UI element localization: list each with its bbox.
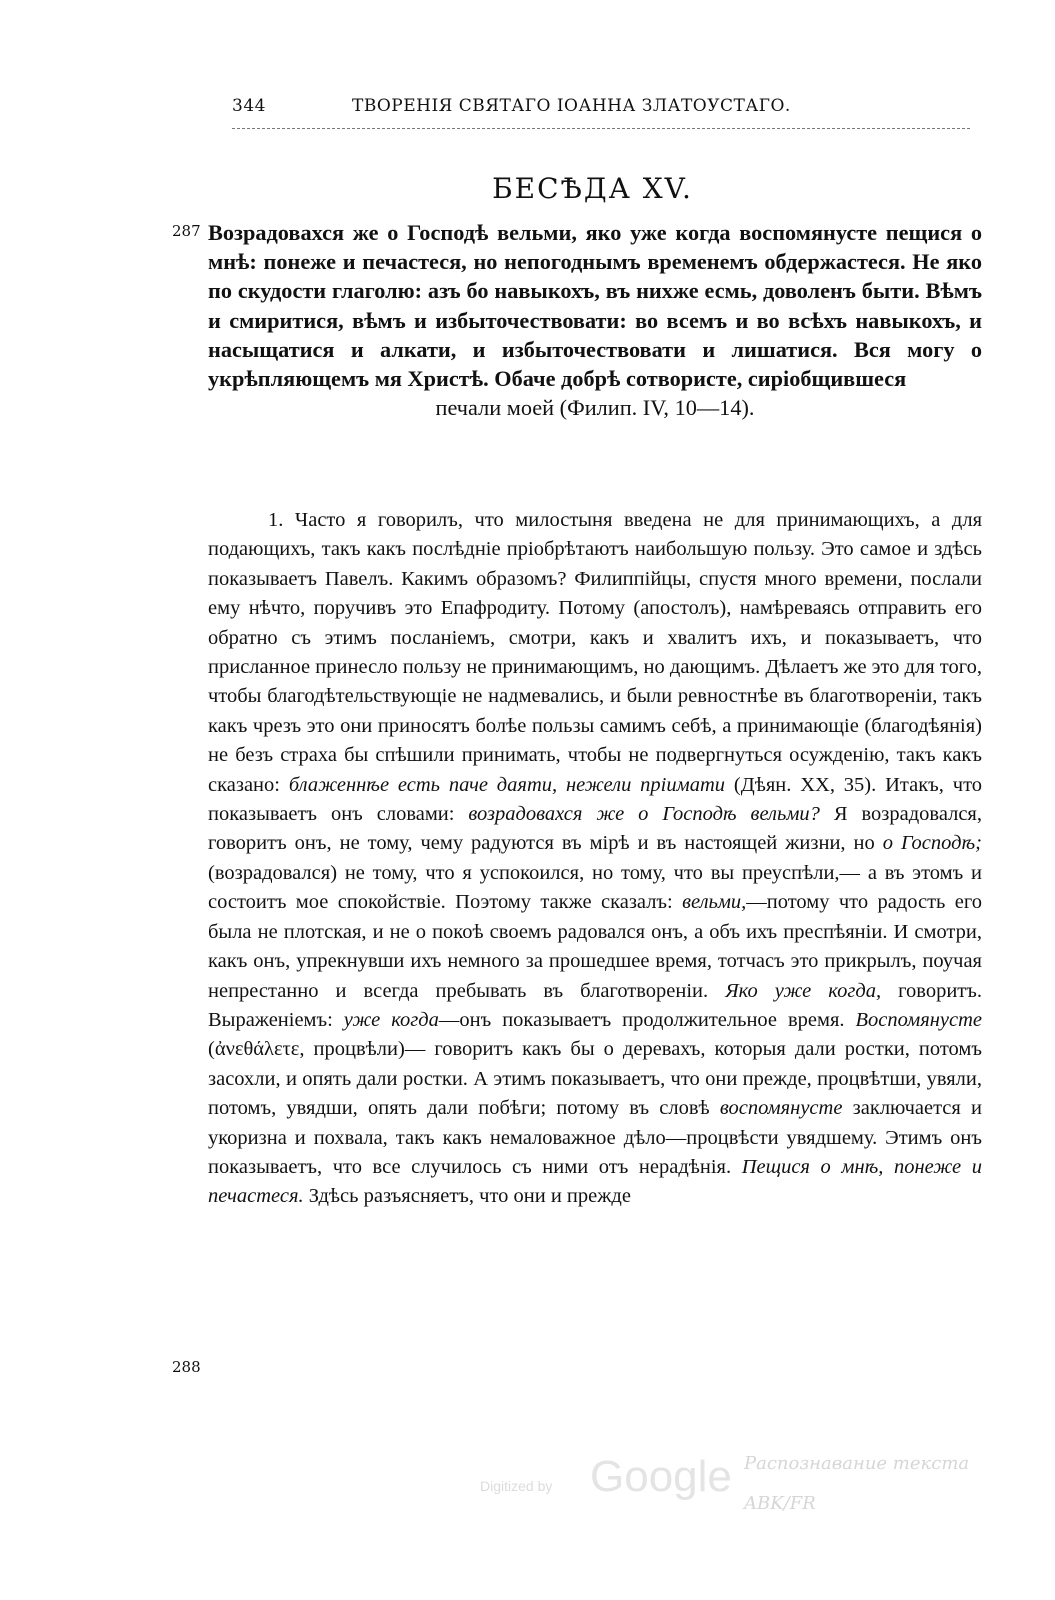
body-text-4: (возрадовался) не тому, что я успокоился, но тому, что вы преуспѣли,— а въ этомъ и состоитъ мое спокойствіе. Поэтому также сказалъ: (208, 861, 982, 914)
watermark-google-logo: Google (590, 1452, 732, 1501)
body-text-2: (Дѣян. XX, 35). Итакъ, что показываетъ онъ словами: (208, 773, 983, 826)
page-number: 344 (232, 96, 266, 116)
quote-1: блаженнѣе есть паче даяти, нежели пріимати (288, 773, 726, 796)
epigraph (208, 218, 982, 422)
epigraph-last-line: печали моей (Филип. IV, 10—14). (435, 395, 755, 421)
epigraph-text: Возрадовахся же о Господѣ вельми, яко уже когда воспомянусте пещися о мнѣ: понеже и печастеся, но непогоднымъ временемъ обдержастеся. Не яко по скудости глаголю: азъ бо навыкохъ, въ нихже есмь, доволенъ быти. Вѣмъ и смиритися, вѣмъ и избыточествовати: во всемъ и во всѣхъ навыкохъ, и насыщатися и алкати, и избыточествовати и лишатися. Вся могу о укрѣпляющемъ мя Христѣ. Обаче добрѣ сотвористе, сиріобщившеся (208, 220, 982, 392)
watermark-digitized: Digitized by (480, 1478, 553, 1494)
body-text-3: Я возрадовался, говоритъ онъ, не тому, чему радуются въ мірѣ и въ настоящей жизни, но (208, 803, 982, 855)
body-text-10: Здѣсь разъясняетъ, что они и прежде (303, 1185, 631, 1208)
quote-9: Пещися о мнѣ, понеже и печастеся. (208, 1155, 982, 1208)
body-text-9: заключается и укоризна и похвала, такъ какъ немаловажное дѣло—процвѣсти увядшему. Этимъ онъ показываетъ, что все случилось съ ними отъ нерадѣнія. (208, 1097, 983, 1178)
body-text-8: (ἀνεθάλετε, процвѣли)— говоритъ какъ бы о деревахъ, которыя дали ростки, потомъ засохли, и опять дали ростки. А этимъ показываетъ, что они прежде, процвѣтши, увяли, потомъ, увядши, опять дали побѣги; потому въ словѣ (208, 1038, 982, 1120)
body-text-5: —потому что радость его была не плотская, и не о покоѣ своемъ радовался онъ, а объ ихъ преспѣяніи. И смотри, какъ онъ, упрекнувши ихъ немного за прошедшее время, тотчасъ это прикрылъ, поучая непрестанно и всегда пребывать въ благотвореніи. (208, 891, 982, 1002)
margin-number-288: 288 (172, 1358, 201, 1376)
running-title: ТВОРЕНІЯ СВЯТАГО ІОАННА ЗЛАТОУСТАГО. (352, 96, 791, 116)
quote-7: Воспомянусте (855, 1008, 982, 1031)
body-text-6: говоритъ. Выраженіемъ: (208, 979, 982, 1031)
quote-6: уже когда (343, 1008, 439, 1031)
homily-title: БЕСѢДА XV. (492, 172, 693, 205)
margin-number-287: 287 (172, 222, 201, 240)
quote-4: вельми, (682, 891, 747, 914)
quote-8: воспомянусте (719, 1097, 843, 1120)
body-text-7: —онъ показываетъ продолжительное время. (438, 1008, 856, 1031)
quote-2: возрадовахся же о Господѣ вельми? (468, 803, 820, 826)
quote-3: о Господѣ; (882, 832, 982, 855)
body-paragraph (208, 506, 982, 1212)
header-rule (232, 128, 970, 129)
watermark-ocr-credit: Распознавание текста ABK/FR (744, 1453, 970, 1514)
body-text-1: 1. Часто я говорилъ, что милостыня введена не для принимающихъ, а для подающихъ, такъ какъ послѣдніе пріобрѣтаютъ наибольшую пользу. Это самое и здѣсь показываетъ Павелъ. Какимъ образомъ? Филиппійцы, спустя много времени, послали ему нѣчто, поручивъ это Епафродиту. Потому (апостолъ), намѣреваясь отправить его обратно съ этимъ посланіемъ, смотри, какъ и хвалитъ ихъ, и показываетъ, что присланное принесло пользу не принимающимъ, но дающимъ. Дѣлаетъ же это для того, чтобы благодѣтельствующіе не надмевались, и были ревностнѣе въ благотвореніи, такъ какъ чрезъ это они приносятъ болѣе пользы самимъ себѣ, а принимающіе (благодѣянія) не безъ страха бы спѣшили принимать, чтобы не подвергнуться осужденію, такъ какъ сказано: (208, 509, 982, 796)
quote-5: Яко уже когда, (725, 979, 882, 1002)
running-header (232, 96, 992, 116)
